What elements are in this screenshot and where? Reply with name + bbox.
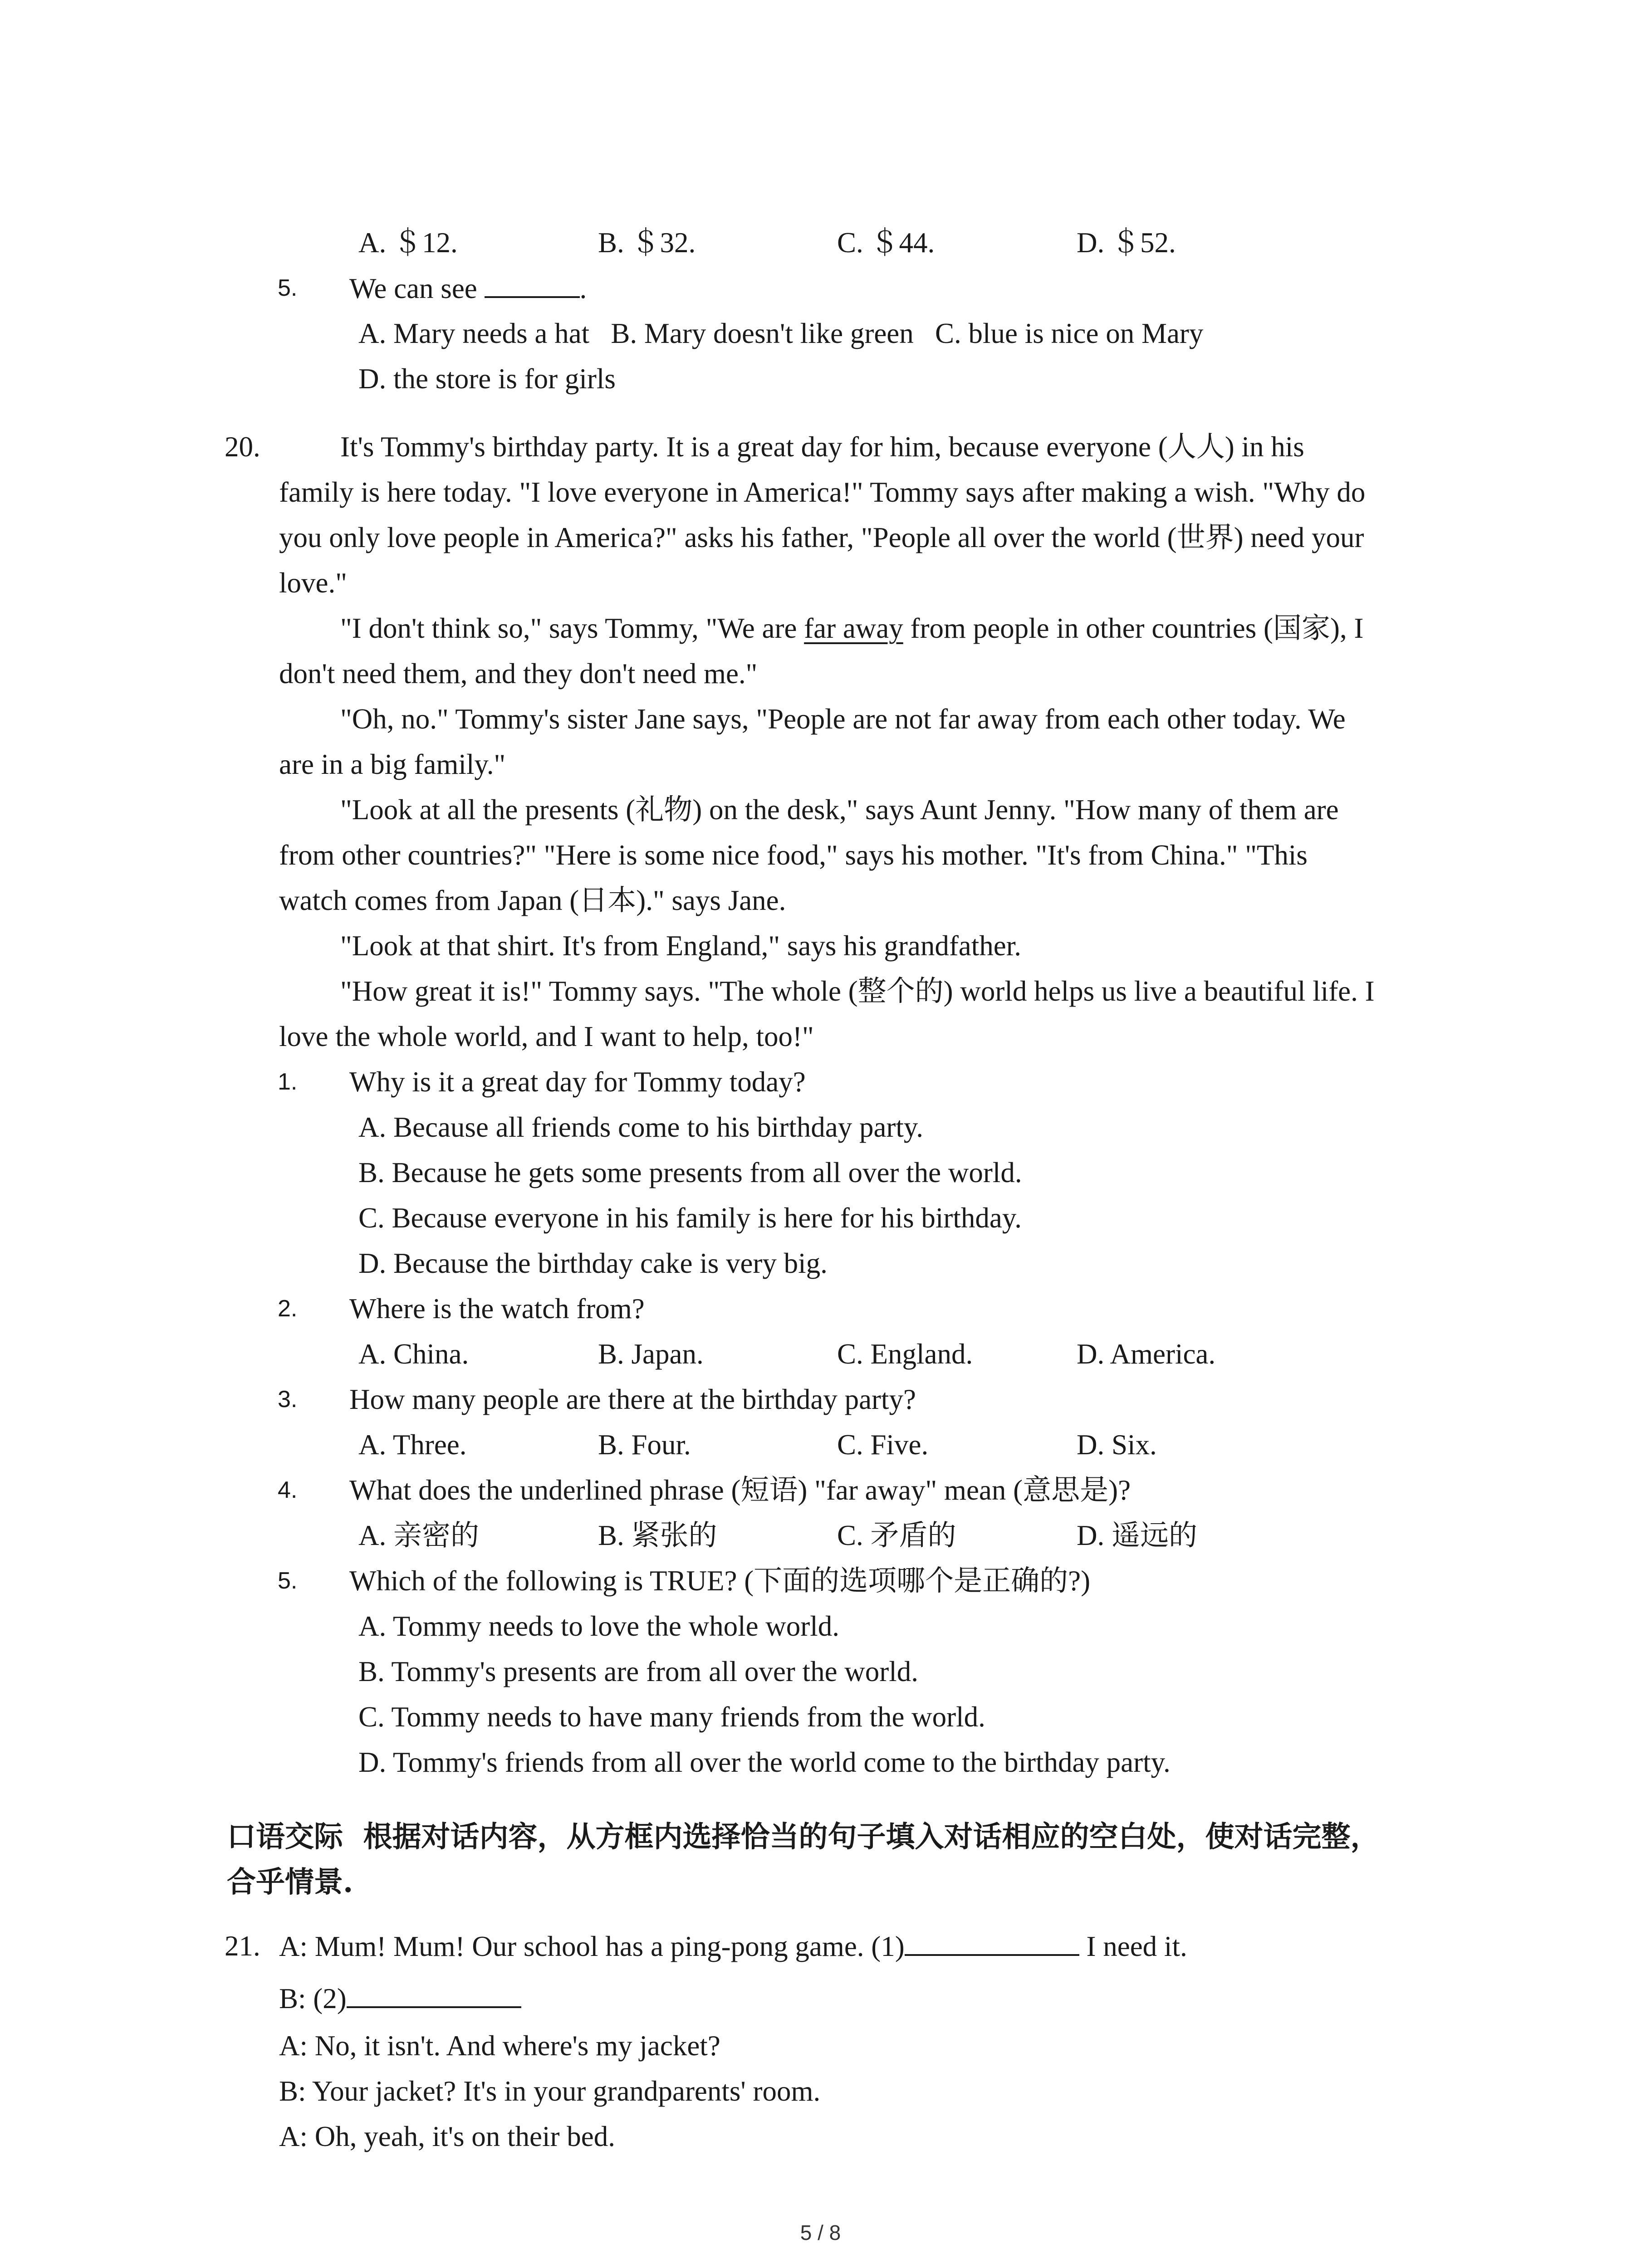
question-stem [349, 270, 587, 307]
option-d: D. America. [1077, 1338, 1216, 1370]
option-c: C. 矛盾的 [837, 1520, 956, 1551]
passage-line: family is here today. "I love everyone in America!" Tommy says after making a wish. "Why do [279, 476, 1366, 508]
option-b: B. Four. [598, 1429, 691, 1461]
question-number: 3. [278, 1386, 298, 1413]
option-c: C. Tommy needs to have many friends from the world. [358, 1701, 985, 1733]
passage-line [340, 610, 1363, 646]
question-number: 20. [225, 431, 260, 463]
option-b: B. Because he gets some presents from all over the world. [358, 1157, 1022, 1188]
option-a: A. China. [358, 1338, 469, 1370]
dialogue-line [279, 1928, 1187, 1965]
option-c: C. Because everyone in his family is here for his birthday. [358, 1202, 1022, 1234]
dialogue-line: A: Oh, yeah, it's on their bed. [279, 2121, 615, 2152]
option-c: C. ＄44. [837, 227, 935, 259]
dialogue-line [279, 1980, 521, 2017]
text-span: "I don't think so," says Tommy, "We are [340, 612, 804, 644]
option-b: B. 紧张的 [598, 1520, 717, 1551]
passage-line: you only love people in America?" asks his father, "People all over the world (世界) need your [279, 522, 1364, 553]
section-instruction-line: 合乎情景. [227, 1865, 353, 1899]
options-line-2: D. the store is for girls [358, 363, 616, 395]
option-b: B. Tommy's presents are from all over the world. [358, 1656, 919, 1687]
dialogue-line: A: No, it isn't. And where's my jacket? [279, 2030, 720, 2062]
option-d: D. Tommy's friends from all over the world come to the birthday party. [358, 1746, 1171, 1778]
passage-line: "Oh, no." Tommy's sister Jane says, "People are not far away from each other today. We [340, 703, 1346, 735]
passage-line: love." [279, 567, 347, 599]
option-a: A. Three. [358, 1429, 467, 1461]
section-instruction-line: 口语交际 根据对话内容，从方框内选择恰当的句子填入对话相应的空白处，使对话完整， [227, 1820, 1380, 1854]
question-number: 2. [278, 1295, 298, 1322]
option-d: D. ＄52. [1077, 227, 1176, 259]
passage-line: "How great it is!" Tommy says. "The whole (整个的) world helps us live a beautiful life. I [340, 975, 1375, 1007]
dialogue-line: B: Your jacket? It's in your grandparents' room. [279, 2075, 821, 2107]
underlined-phrase: far away [804, 612, 903, 644]
passage-line: watch comes from Japan (日本)." says Jane. [279, 885, 786, 916]
question-number: 21. [225, 1930, 260, 1962]
passage-line: are in a big family." [279, 748, 506, 780]
question-number: 5. [278, 1568, 298, 1594]
stem-text: We can see [349, 273, 485, 304]
text-span: A: Mum! Mum! Our school has a ping-pong game. (1) [279, 1931, 905, 1962]
question-number: 1. [278, 1069, 298, 1095]
option-a: A. 亲密的 [358, 1520, 479, 1551]
options-line-1: A. Mary needs a hat B. Mary doesn't like green C. blue is nice on Mary [358, 318, 1204, 349]
option-b: B. Japan. [598, 1338, 704, 1370]
option-a: A. ＄12. [358, 227, 458, 259]
text-span: B: (2) [279, 1983, 347, 2014]
passage-line: love the whole world, and I want to help, too!" [279, 1021, 814, 1052]
question-number: 5. [278, 275, 298, 301]
question-stem: How many people are there at the birthday party? [349, 1383, 916, 1415]
option-a: A. Tommy needs to love the whole world. [358, 1610, 840, 1642]
passage-line: "Look at that shirt. It's from England," says his grandfather. [340, 930, 1021, 962]
passage-line: don't need them, and they don't need me." [279, 658, 758, 689]
option-d: D. 遥远的 [1077, 1520, 1197, 1551]
answer-blank [485, 270, 580, 298]
answer-blank-2 [347, 1980, 521, 2008]
answer-blank-1 [905, 1928, 1079, 1956]
question-stem: Why is it a great day for Tommy today? [349, 1066, 806, 1098]
stem-end: . [579, 273, 587, 304]
passage-line: from other countries?" "Here is some nice food," says his mother. "It's from China." "This [279, 839, 1308, 871]
passage-line: It's Tommy's birthday party. It is a great day for him, because everyone (人人) in his [340, 431, 1304, 463]
question-stem: Which of the following is TRUE? (下面的选项哪个是正确的?) [349, 1565, 1091, 1597]
question-number: 4. [278, 1477, 298, 1503]
question-stem: Where is the watch from? [349, 1293, 645, 1325]
option-a: A. Because all friends come to his birthday party. [358, 1111, 924, 1143]
option-c: C. Five. [837, 1429, 929, 1461]
option-b: B. ＄32. [598, 227, 696, 259]
option-c: C. England. [837, 1338, 973, 1370]
passage-line: "Look at all the presents (礼物) on the desk," says Aunt Jenny. "How many of them are [340, 794, 1339, 826]
option-d: D. Six. [1077, 1429, 1157, 1461]
text-span: I need it. [1079, 1931, 1187, 1962]
page-number: 5 / 8 [800, 2221, 841, 2244]
question-stem: What does the underlined phrase (短语) "far away" mean (意思是)? [349, 1474, 1131, 1506]
text-span: from people in other countries (国家), I [903, 612, 1364, 644]
option-d: D. Because the birthday cake is very big. [358, 1247, 828, 1279]
